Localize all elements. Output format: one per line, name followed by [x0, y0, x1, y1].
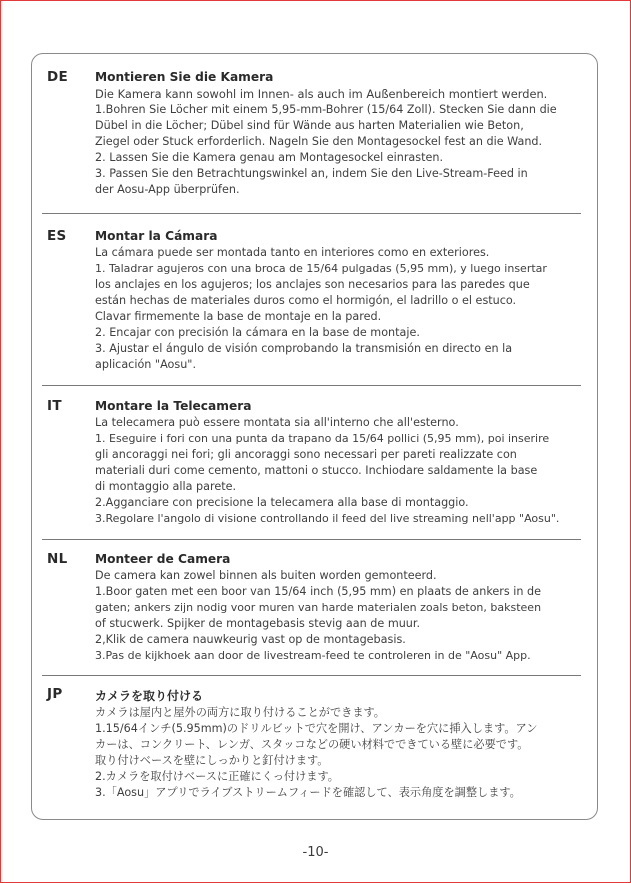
text-line: los anclajes en los agujeros; los anclajes son necesarios para las paredes que [95, 278, 530, 291]
text-line: La telecamera può essere montata sia all'interno che all'esterno. [95, 416, 459, 429]
text-line: der Aosu-App überprüfen. [95, 183, 240, 196]
text-line: 3.Regolare l'angolo di visione controllando il feed del live streaming nell'app "Aosu". [95, 512, 560, 525]
text-line: 3.Pas de kijkhoek aan door de livestream-feed te controleren in de "Aosu" App. [95, 649, 531, 662]
text-line: gaten; ankers zijn nodig voor muren van harde materialen zoals beton, baksteen [95, 601, 542, 614]
text-line: aplicación "Aosu". [95, 358, 196, 371]
section-title: カメラを取り付ける [95, 689, 204, 703]
section-divider [42, 213, 581, 214]
text-line: Die Kamera kann sowohl im Innen- als auch im Außenbereich montiert werden. [95, 87, 548, 101]
text-line: Dübel in die Löcher; Dübel sind für Wände aus harten Materialien wie Beton, [95, 119, 524, 132]
text-line: 取り付けベースを壁にしっかりと釘付けます。 [95, 754, 329, 767]
text-line: 2.Agganciare con precisione la telecamera alla base di montaggio. [95, 496, 469, 509]
section-title: Monteer de Camera [95, 552, 231, 566]
language-code: DE [47, 69, 69, 85]
text-line: 3. Ajustar el ángulo de visión comprobando la transmisión en directo en la [95, 342, 513, 355]
text-line: Clavar firmemente la base de montaje en la pared. [95, 310, 382, 323]
text-line: materiali duri come cemento, mattoni o stucco. Inchiodare saldamente la base [95, 464, 538, 477]
section-divider [42, 539, 581, 540]
text-line: están hechas de materiales duros como el hormigón, el ladrillo o el estuco. [95, 294, 517, 307]
text-line: di montaggio alla parete. [95, 480, 237, 493]
text-line: 2.カメラを取付けベースに正確にくっ付けます。 [95, 770, 339, 783]
page-number: -10- [302, 845, 329, 860]
language-code: JP [47, 686, 63, 702]
text-line: of stucwerk. Spijker de montagebasis stevig aan de muur. [95, 617, 421, 630]
section-title: Montieren Sie die Kamera [95, 70, 274, 84]
text-line: La cámara puede ser montada tanto en interiores como en exteriores. [95, 246, 490, 259]
text-line: gli ancoraggi nei fori; gli ancoraggi sono necessari per pareti realizzate con [95, 448, 517, 461]
text-line: 1.Bohren Sie Löcher mit einem 5,95-mm-Bohrer (15/64 Zoll). Stecken Sie dann die [95, 103, 557, 116]
text-line: Ziegel oder Stuck erforderlich. Nageln Sie den Montagesockel fest an die Wand. [95, 135, 543, 148]
text-line: 2,Klik de camera nauwkeurig vast op de montagebasis. [95, 633, 406, 646]
text-line: 1.Boor gaten met een boor van 15/64 inch (5,95 mm) en plaats de ankers in de [95, 585, 542, 598]
section-title: Montare la Telecamera [95, 399, 252, 413]
text-line: 1. Eseguire i fori con una punta da trapano da 15/64 pollici (5,95 mm), poi inserire [95, 432, 550, 445]
text-line: カーは、コンクリート、レンガ、スタッコなどの硬い材料でできている壁に必要です。 [95, 738, 529, 751]
text-line: 2. Lassen Sie die Kamera genau am Montagesockel einrasten. [95, 151, 444, 164]
text-line: 2. Encajar con precisión la cámara en la base de montaje. [95, 326, 420, 339]
text-line: 1. Taladrar agujeros con una broca de 15/64 pulgadas (5,95 mm), y luego insertar [95, 262, 547, 275]
language-code: IT [47, 398, 62, 414]
section-divider [42, 675, 581, 676]
text-line: カメラは屋内と屋外の両方に取り付けることができます。 [95, 706, 385, 719]
text-line: 3.「Aosu」アプリでライブストリームフィードを確認して、表示角度を調整します。 [95, 786, 521, 799]
language-code: NL [47, 551, 68, 567]
section-divider [42, 385, 581, 386]
language-code: ES [47, 228, 67, 244]
text-line: 1.15/64インチ(5.95mm)のドリルビットで穴を開け、アンカーを穴に挿入します。アン [95, 722, 538, 735]
section-title: Montar la Cámara [95, 229, 218, 243]
text-line: De camera kan zowel binnen als buiten worden gemonteerd. [95, 569, 437, 582]
text-line: 3. Passen Sie den Betrachtungswinkel an, indem Sie den Live-Stream-Feed in [95, 167, 528, 180]
